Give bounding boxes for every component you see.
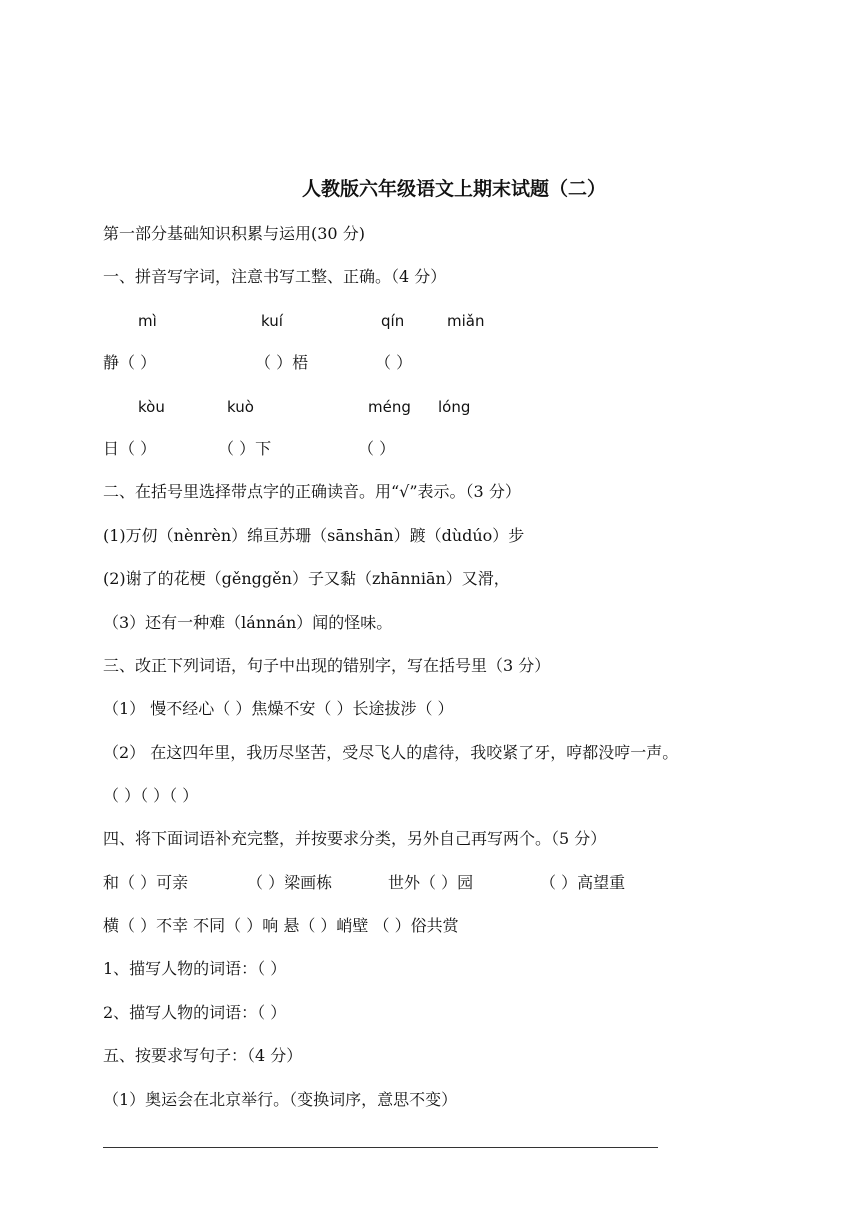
question-3-item: （2） 在这四年里，我历尽坚苦，受尽飞人的虐待，我咬紧了牙，哼都没哼一声。 xyxy=(103,743,679,762)
fill-in-blank: （ ）下 xyxy=(218,439,272,458)
question-3-blanks: （ ）（ ）（ ） xyxy=(103,786,199,805)
question-2-item: (1)万仞（nènrèn）绵亘苏珊（sānshān）踱（dùdúo）步 xyxy=(103,526,525,545)
question-1-heading: 一、拼音写字词，注意书写工整、正确。（4 分） xyxy=(103,267,447,286)
pinyin-text: lóng xyxy=(438,398,471,416)
part-one-heading: 第一部分基础知识积累与运用(30 分) xyxy=(103,224,365,243)
pinyin-text: kòu xyxy=(138,398,165,416)
question-2-item: （3）还有一种难（lánnán）闻的怪味。 xyxy=(103,613,393,632)
question-3-heading: 三、改正下列词语，句子中出现的错别字，写在括号里（3 分） xyxy=(103,656,551,675)
idiom-blank: （ ）高望重 xyxy=(540,873,626,892)
idiom-blank: 世外（ ）园 xyxy=(388,873,474,892)
fill-in-blank: 静（ ） xyxy=(103,353,157,372)
question-4-item: 2、描写人物的词语：（ ） xyxy=(103,1003,287,1022)
pinyin-text: kuí xyxy=(261,312,283,330)
fill-in-blank: （ ）梧 xyxy=(255,353,309,372)
fill-in-blank: 日（ ） xyxy=(103,439,157,458)
pinyin-text: kuò xyxy=(227,398,254,416)
question-3-item: （1） 慢不经心（ ）焦燥不安（ ）长途拔涉（ ） xyxy=(103,699,454,718)
question-5-heading: 五、按要求写句子：（4 分） xyxy=(103,1046,303,1065)
pinyin-text: méng xyxy=(368,398,411,416)
fill-in-blank: （ ） xyxy=(358,439,396,458)
idiom-row-2: 横（ ）不幸 不同（ ）响 悬（ ）峭壁 （ ）俗共赏 xyxy=(103,916,459,935)
question-4-item: 1、描写人物的词语：（ ） xyxy=(103,959,287,978)
fill-in-blank: （ ） xyxy=(375,353,413,372)
idiom-blank: 和（ ）可亲 xyxy=(103,873,189,892)
pinyin-text: miǎn xyxy=(447,312,485,330)
question-2-heading: 二、在括号里选择带点字的正确读音。用“√”表示。（3 分） xyxy=(103,482,521,501)
question-5-item: （1）奥运会在北京举行。（变换词序，意思不变） xyxy=(103,1090,458,1109)
idiom-blank: （ ）梁画栋 xyxy=(247,873,333,892)
pinyin-text: mì xyxy=(138,312,157,330)
question-2-item: (2)谢了的花梗（gěnggěn）子又黏（zhānniān）又滑， xyxy=(103,569,510,588)
exam-title: 人教版六年级语文上期末试题（二） xyxy=(302,178,607,200)
question-4-heading: 四、将下面词语补充完整，并按要求分类，另外自己再写两个。（5 分） xyxy=(103,829,607,848)
answer-line xyxy=(103,1147,658,1148)
pinyin-text: qín xyxy=(381,312,405,330)
